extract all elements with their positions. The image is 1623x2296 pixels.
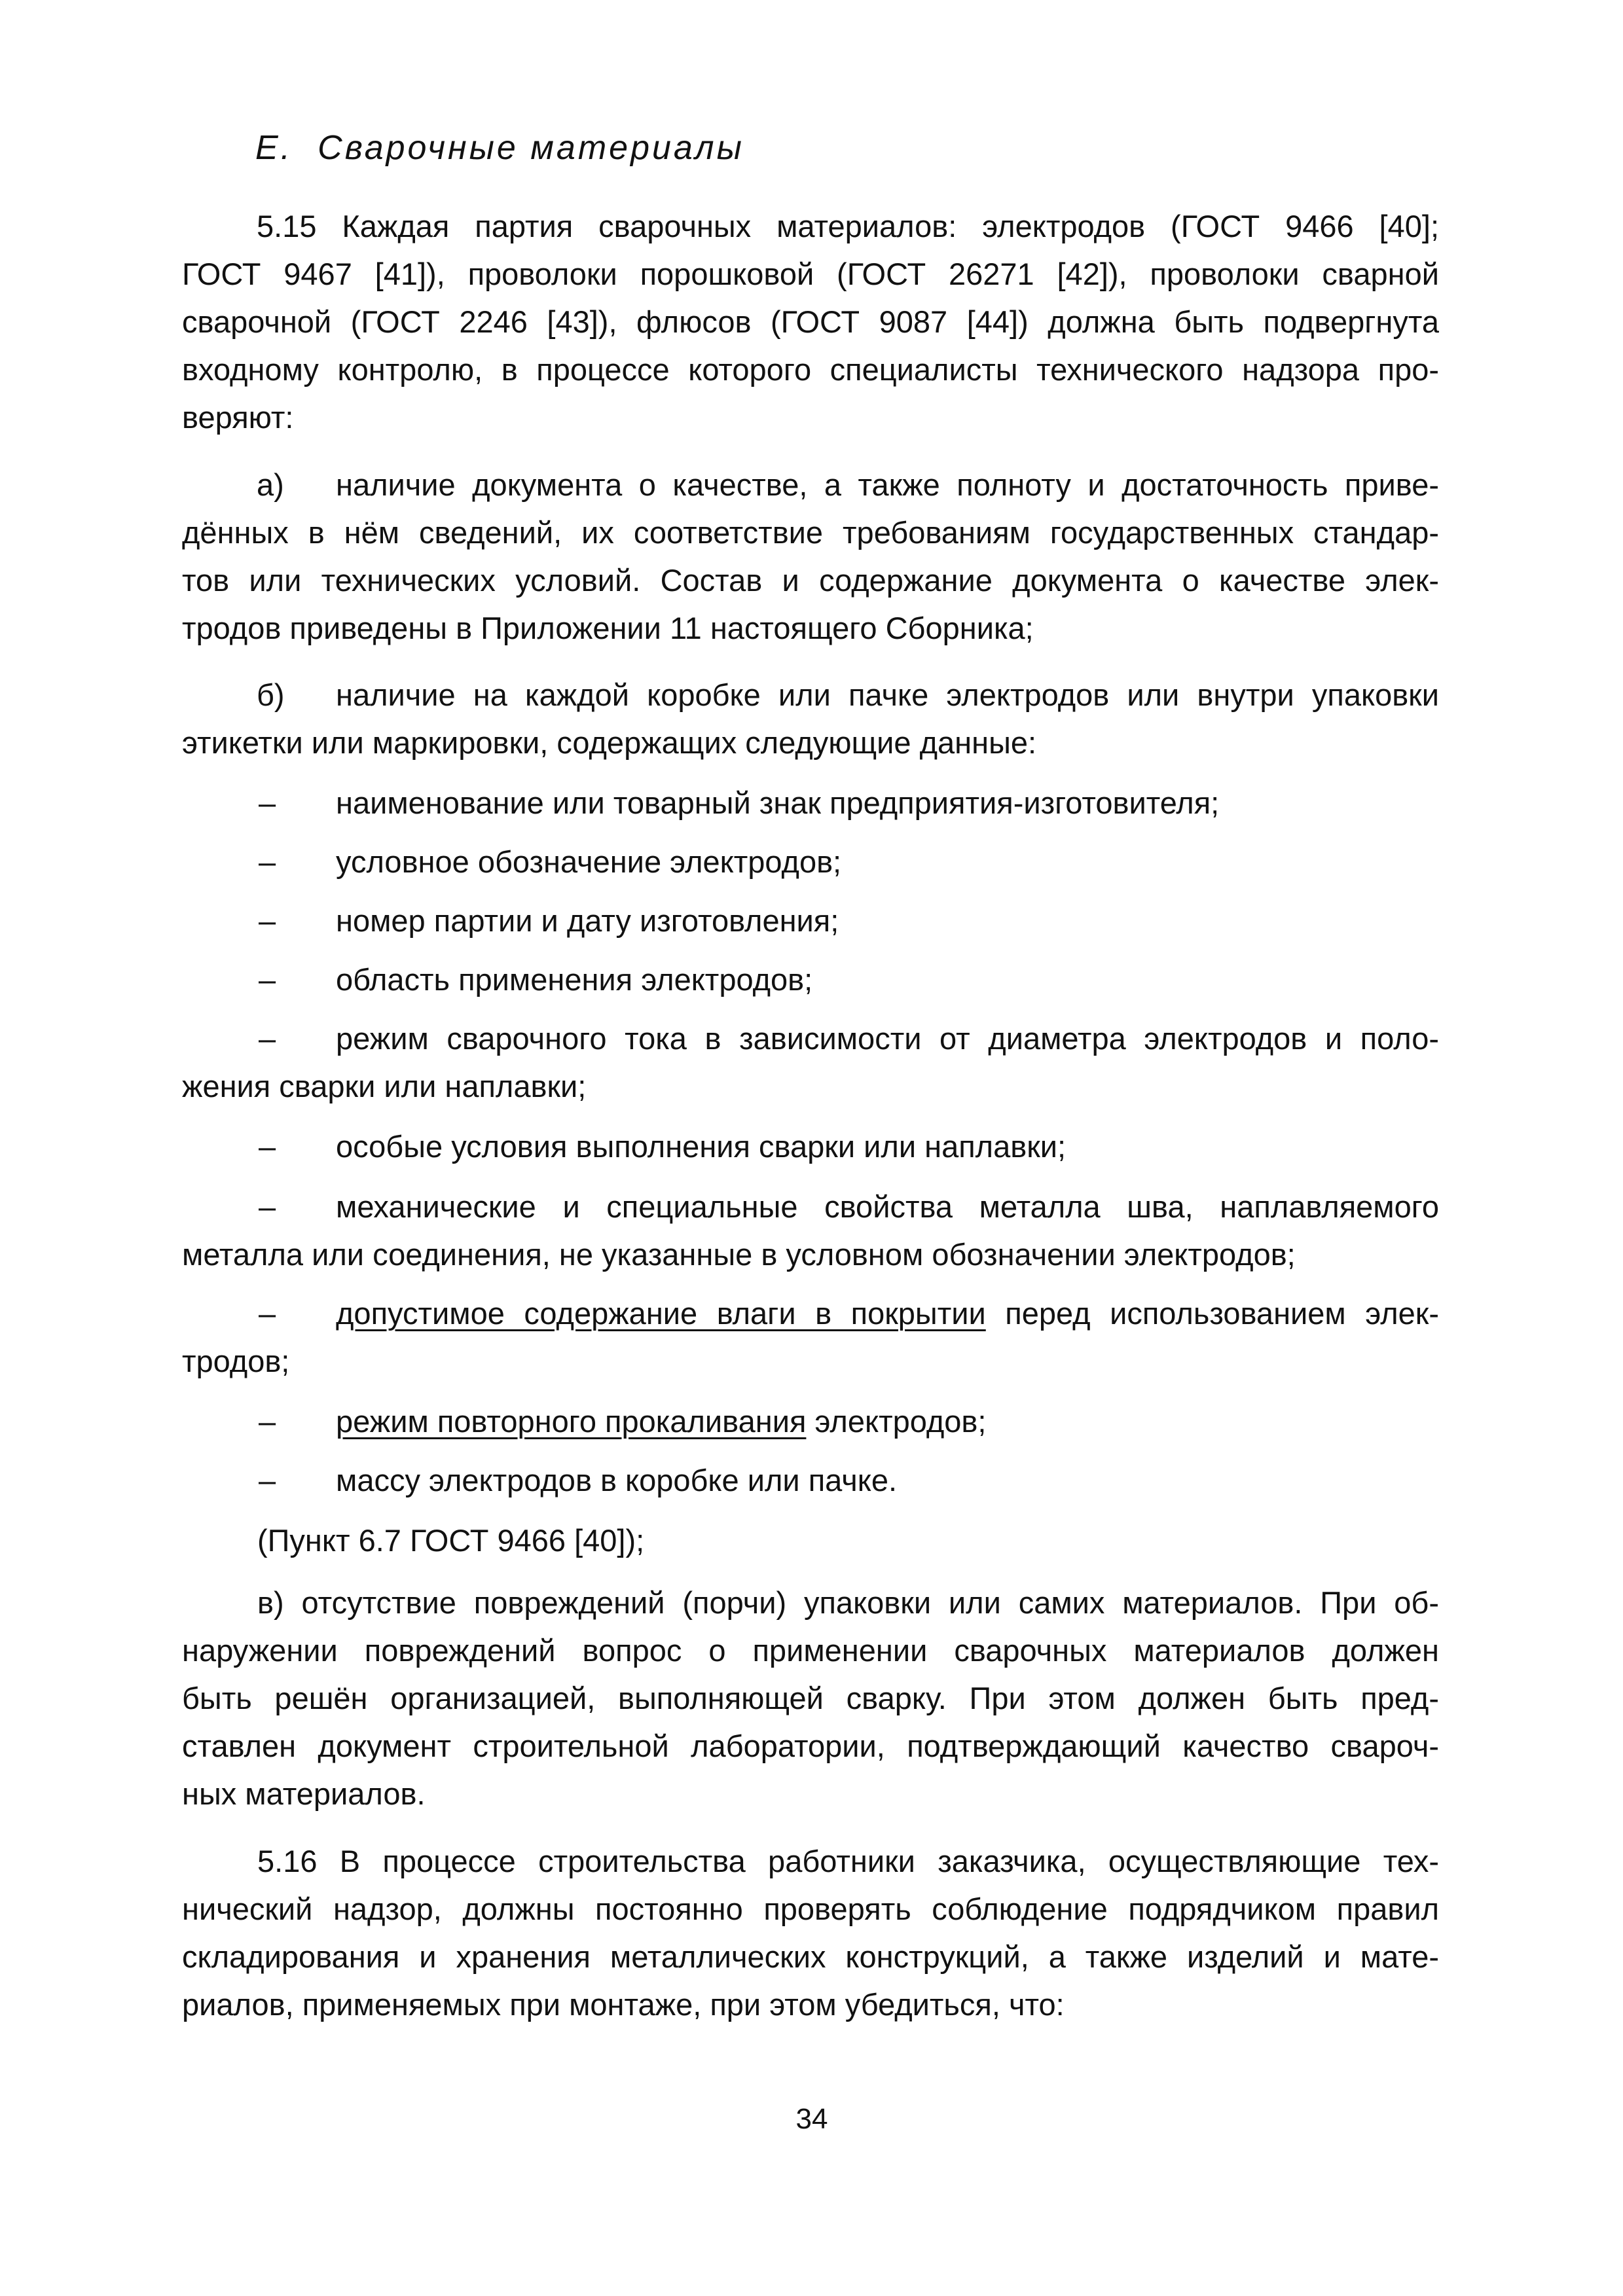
dash-item-9 <box>336 1406 986 1437</box>
dash-marker: – <box>259 1021 276 1056</box>
item-v-line-3: быть решён организацией, выполняющей сварку. При этом должен быть пред- <box>182 1681 1439 1715</box>
item-v-line-1: в) отсутствие повреждений (порчи) упаковки или самих материалов. При об- <box>257 1585 1439 1620</box>
dash-marker: – <box>259 844 276 879</box>
dash-item-8-underlined: допустимое содержание влаги в покрытии <box>336 1296 986 1331</box>
item-v-line-2: наружении повреждений вопрос о применении сварочных материалов должен <box>182 1633 1439 1668</box>
dash-item-5-line-1: режим сварочного тока в зависимости от диаметра электродов и поло- <box>336 1021 1439 1056</box>
page-number: 34 <box>795 2103 828 2135</box>
item-a-line-4: тродов приведены в Приложении 11 настоящего Сборника; <box>182 611 1034 645</box>
dash-marker: – <box>259 785 276 820</box>
dash-item-5-line-2: жения сварки или наплавки; <box>182 1069 587 1103</box>
dash-item-9-rest: электродов; <box>806 1404 987 1439</box>
p515-line-4: входному контролю, в процессе которого специалисты технического надзора про- <box>182 352 1439 387</box>
p516-line-3: складирования и хранения металлических конструкций, а также изделий и мате- <box>182 1939 1439 1974</box>
dash-item-10: массу электродов в коробке или пачке. <box>336 1463 898 1498</box>
dash-marker: – <box>259 903 276 938</box>
reference-note: (Пункт 6.7 ГОСТ 9466 [40]); <box>257 1523 645 1558</box>
dash-item-7-line-2: металла или соединения, не указанные в условном обозначении электродов; <box>182 1237 1296 1272</box>
dash-item-9-underlined: режим повторного прокаливания <box>336 1404 807 1439</box>
p515-line-1: 5.15 Каждая партия сварочных материалов: электродов (ГОСТ 9466 [40]; <box>257 209 1439 243</box>
dash-item-8-rest: перед использованием элек- <box>985 1296 1440 1331</box>
item-b-line-1: наличие на каждой коробке или пачке электродов или внутри упаковки <box>336 677 1439 712</box>
dash-item-7-line-1: механические и специальные свойства металла шва, наплавляемого <box>336 1189 1439 1224</box>
p515-line-3: сварочной (ГОСТ 2246 [43]), флюсов (ГОСТ 9087 [44]) должна быть подвергнута <box>182 304 1439 339</box>
section-letter: Е. <box>255 129 293 167</box>
dash-item-2: условное обозначение электродов; <box>336 844 842 879</box>
dash-item-8-line-2: тродов; <box>182 1344 290 1378</box>
dash-marker: – <box>259 1129 276 1164</box>
item-a-line-2: дённых в нём сведений, их соответствие требованиям государственных стандар- <box>182 515 1439 550</box>
section-heading <box>255 128 744 168</box>
dash-item-4: область применения электродов; <box>336 962 813 997</box>
p515-line-5: веряют: <box>182 400 294 435</box>
p516-line-1: 5.16 В процессе строительства работники заказчика, осуществляющие тех- <box>257 1844 1439 1878</box>
dash-marker: – <box>259 962 276 997</box>
item-v-line-4: ставлен документ строительной лаборатории, подтверждающий качество свароч- <box>182 1729 1439 1763</box>
item-a-marker: а) <box>257 467 284 502</box>
dash-marker: – <box>259 1189 276 1224</box>
dash-marker: – <box>259 1296 276 1331</box>
dash-item-8-line-1 <box>336 1298 1439 1329</box>
item-b-marker: б) <box>257 677 285 712</box>
p516-line-2: нический надзор, должны постоянно проверять соблюдение подрядчиком правил <box>182 1892 1439 1926</box>
section-title: Сварочные материалы <box>318 129 744 167</box>
dash-item-3: номер партии и дату изготовления; <box>336 903 839 938</box>
dash-marker: – <box>259 1463 276 1498</box>
item-v-line-5: ных материалов. <box>182 1776 426 1811</box>
item-a-line-1: наличие документа о качестве, а также полноту и достаточность приве- <box>336 467 1439 502</box>
dash-item-1: наименование или товарный знак предприятия-изготовителя; <box>336 785 1220 820</box>
p515-line-2: ГОСТ 9467 [41]), проволоки порошковой (ГОСТ 26271 [42]), проволоки сварной <box>182 257 1439 291</box>
dash-item-6: особые условия выполнения сварки или наплавки; <box>336 1129 1067 1164</box>
dash-marker: – <box>259 1404 276 1439</box>
p516-line-4: риалов, применяемых при монтаже, при этом убедиться, что: <box>182 1987 1065 2022</box>
item-a-line-3: тов или технических условий. Состав и содержание документа о качестве элек- <box>182 563 1439 598</box>
item-b-line-2: этикетки или маркировки, содержащих следующие данные: <box>182 725 1037 760</box>
